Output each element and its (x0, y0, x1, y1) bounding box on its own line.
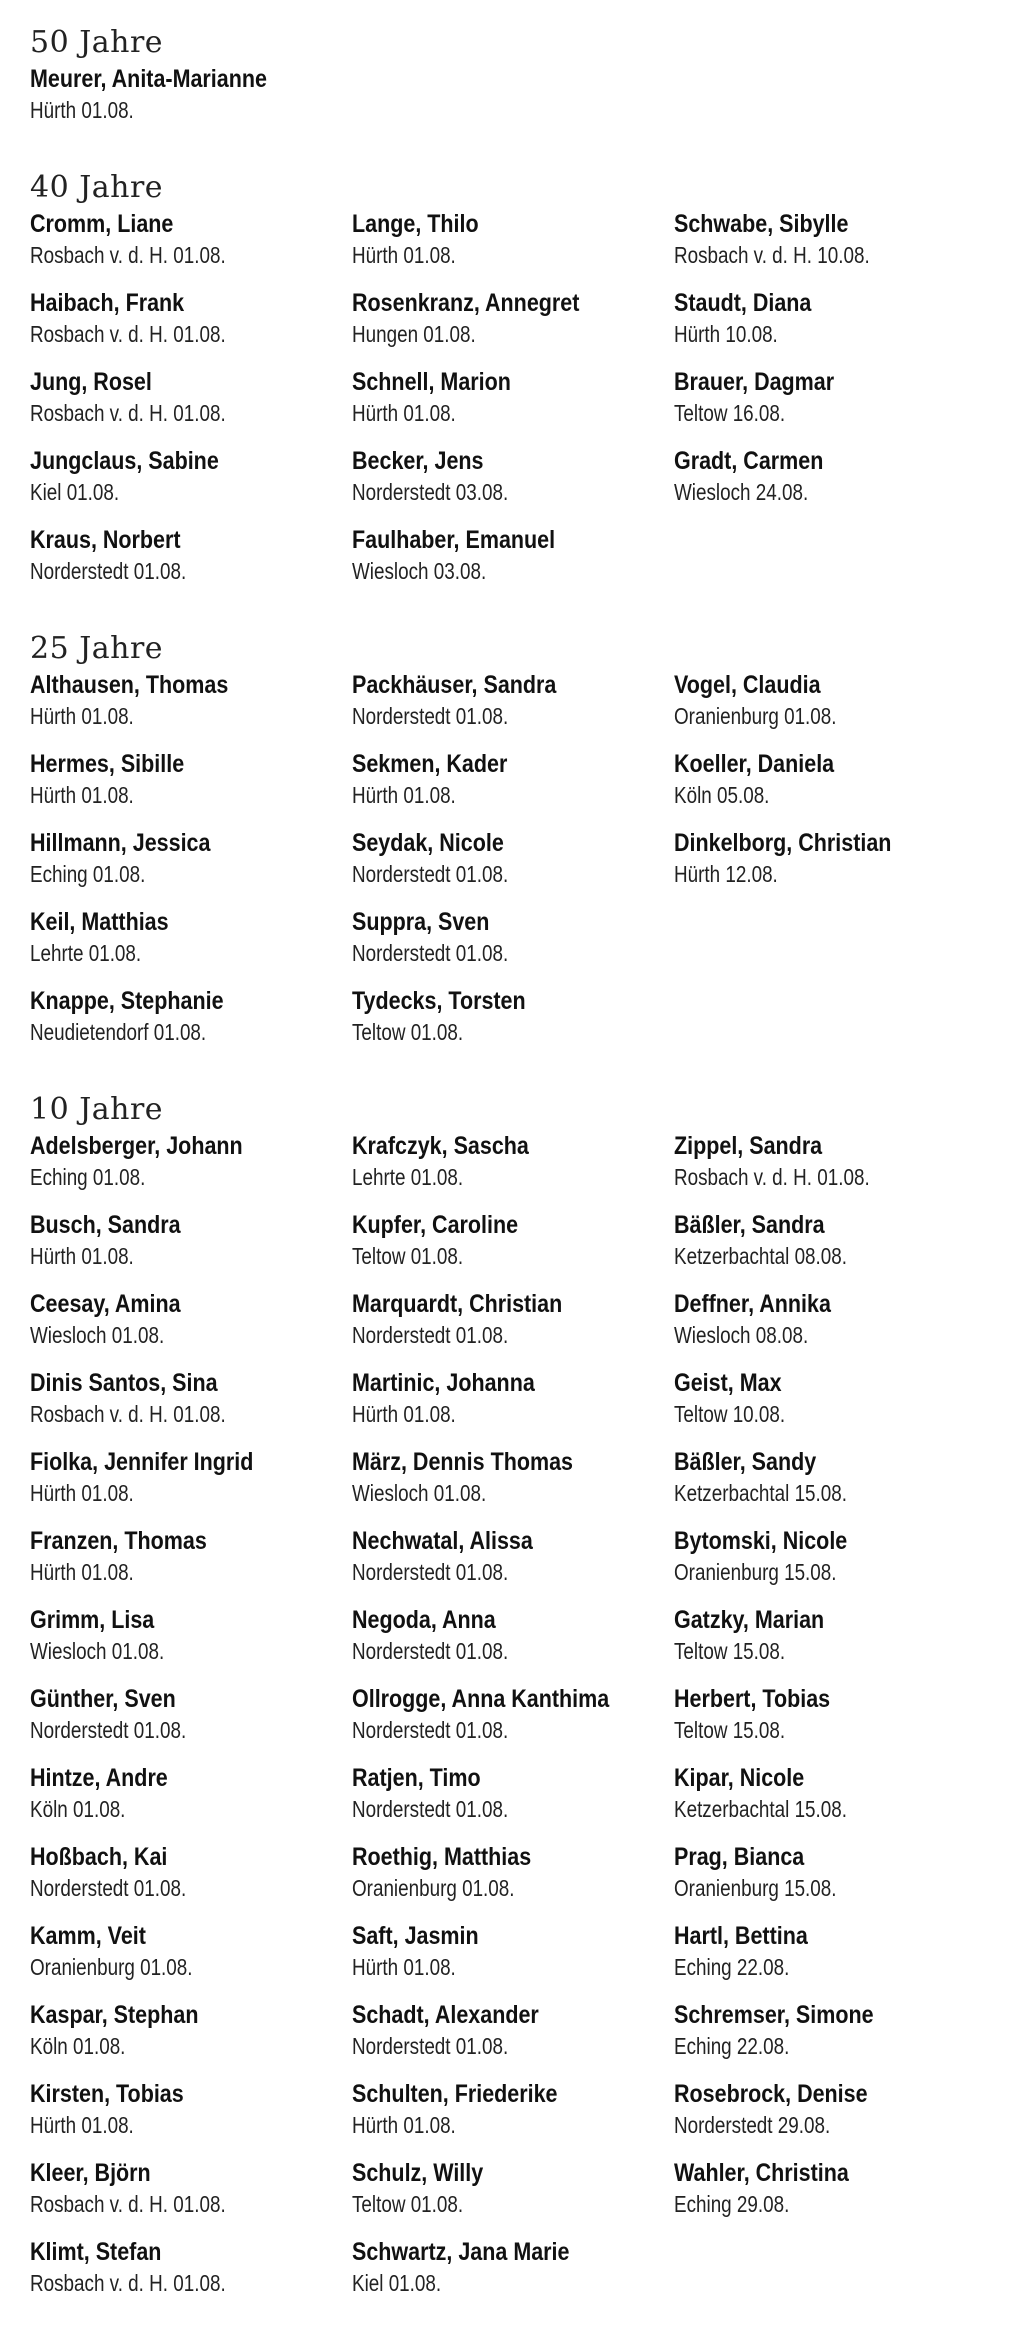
person-entry (30, 1526, 352, 1605)
section-heading: 10 Jahre (30, 1092, 164, 1127)
person-location-date: Norderstedt 01.08. (352, 861, 509, 887)
person-name: Haibach, Frank (30, 289, 185, 317)
person-location-date: Teltow 15.08. (674, 1717, 786, 1743)
person-location-date: Hürth 01.08. (30, 1480, 134, 1506)
person-name: Kaspar, Stephan (30, 2001, 199, 2029)
person-location-date: Köln 01.08. (30, 2033, 126, 2059)
person-location-date: Hürth 10.08. (674, 321, 778, 347)
person-location-date: Rosbach v. d. H. 01.08. (30, 1401, 226, 1427)
person-location-date: Hürth 01.08. (30, 1243, 134, 1269)
person-name: Roethig, Matthias (352, 1843, 532, 1871)
person-name: Bäßler, Sandy (674, 1448, 817, 1476)
person-name: Franzen, Thomas (30, 1527, 207, 1555)
person-location-date: Oranienburg 01.08. (674, 703, 837, 729)
person-location-date: Norderstedt 29.08. (674, 2112, 831, 2138)
person-location-date: Teltow 01.08. (352, 1243, 464, 1269)
person-entry (352, 525, 674, 604)
person-entry (352, 749, 674, 828)
person-location-date: Rosbach v. d. H. 01.08. (30, 321, 226, 347)
person-name: Gatzky, Marian (674, 1606, 825, 1634)
person-name: Ratjen, Timo (352, 1764, 481, 1792)
person-entry (352, 209, 674, 288)
anniversary-section (30, 22, 990, 143)
person-location-date: Wiesloch 03.08. (352, 558, 487, 584)
person-entry (674, 1447, 996, 1526)
entry-column (30, 1131, 352, 2316)
person-location-date: Teltow 15.08. (674, 1638, 786, 1664)
person-name: Rosebrock, Denise (674, 2080, 868, 2108)
person-entry (674, 367, 996, 446)
entry-columns (30, 1131, 990, 2316)
person-name: Saft, Jasmin (352, 1922, 479, 1950)
person-name: März, Dennis Thomas (352, 1448, 574, 1476)
person-location-date: Hürth 01.08. (352, 242, 456, 268)
entry-column (674, 1131, 996, 2316)
anniversary-section (30, 167, 990, 604)
person-name: Prag, Bianca (674, 1843, 805, 1871)
anniversary-section (30, 628, 990, 1065)
person-entry (352, 1921, 674, 2000)
person-entry (30, 367, 352, 446)
person-name: Kleer, Björn (30, 2159, 151, 2187)
person-location-date: Oranienburg 01.08. (30, 1954, 193, 1980)
person-entry (352, 288, 674, 367)
person-name: Knappe, Stephanie (30, 987, 224, 1015)
person-entry (30, 1210, 352, 1289)
person-location-date: Eching 22.08. (674, 1954, 790, 1980)
person-name: Packhäuser, Sandra (352, 671, 557, 699)
person-entry (674, 828, 996, 907)
person-name: Dinis Santos, Sina (30, 1369, 218, 1397)
person-entry (352, 1605, 674, 1684)
person-location-date: Norderstedt 01.08. (352, 2033, 509, 2059)
person-name: Fiolka, Jennifer Ingrid (30, 1448, 254, 1476)
person-entry (352, 2000, 674, 2079)
person-name: Seydak, Nicole (352, 829, 504, 857)
person-entry (352, 907, 674, 986)
person-name: Gradt, Carmen (674, 447, 824, 475)
section-heading: 50 Jahre (30, 25, 164, 60)
entry-columns (30, 670, 990, 1065)
person-location-date: Rosbach v. d. H. 01.08. (30, 400, 226, 426)
person-name: Cromm, Liane (30, 210, 174, 238)
person-name: Wahler, Christina (674, 2159, 849, 2187)
person-name: Klimt, Stefan (30, 2238, 162, 2266)
person-entry (674, 670, 996, 749)
person-entry (674, 1526, 996, 1605)
person-location-date: Hürth 01.08. (30, 2112, 134, 2138)
person-location-date: Kiel 01.08. (30, 479, 120, 505)
person-name: Tydecks, Torsten (352, 987, 526, 1015)
person-name: Kupfer, Caroline (352, 1211, 519, 1239)
person-location-date: Wiesloch 24.08. (674, 479, 809, 505)
person-location-date: Teltow 16.08. (674, 400, 786, 426)
person-location-date: Norderstedt 01.08. (30, 1875, 187, 1901)
person-location-date: Hürth 01.08. (30, 703, 134, 729)
person-location-date: Wiesloch 01.08. (352, 1480, 487, 1506)
person-name: Kirsten, Tobias (30, 2080, 184, 2108)
person-name: Ceesay, Amina (30, 1290, 181, 1318)
person-entry (352, 1210, 674, 1289)
person-location-date: Köln 05.08. (674, 782, 770, 808)
person-entry (30, 288, 352, 367)
person-entry (674, 1368, 996, 1447)
person-name: Vogel, Claudia (674, 671, 821, 699)
person-name: Suppra, Sven (352, 908, 490, 936)
person-name: Althausen, Thomas (30, 671, 229, 699)
person-entry (674, 749, 996, 828)
person-location-date: Lehrte 01.08. (30, 940, 142, 966)
person-location-date: Norderstedt 01.08. (352, 1796, 509, 1822)
person-entry (674, 1684, 996, 1763)
person-location-date: Rosbach v. d. H. 01.08. (30, 2191, 226, 2217)
person-name: Schulz, Willy (352, 2159, 484, 2187)
person-name: Deffner, Annika (674, 1290, 831, 1318)
person-location-date: Hürth 01.08. (352, 2112, 456, 2138)
person-location-date: Lehrte 01.08. (352, 1164, 464, 1190)
person-location-date: Teltow 10.08. (674, 1401, 786, 1427)
person-name: Hermes, Sibille (30, 750, 185, 778)
person-location-date: Hürth 12.08. (674, 861, 778, 887)
person-location-date: Wiesloch 01.08. (30, 1638, 165, 1664)
person-name: Dinkelborg, Christian (674, 829, 892, 857)
person-entry (30, 1763, 352, 1842)
person-location-date: Norderstedt 01.08. (30, 1717, 187, 1743)
person-entry (30, 1131, 352, 1210)
person-location-date: Wiesloch 08.08. (674, 1322, 809, 1348)
person-entry (674, 209, 996, 288)
person-entry (30, 525, 352, 604)
person-name: Geist, Max (674, 1369, 782, 1397)
entry-column (352, 1131, 674, 2316)
person-name: Rosenkranz, Annegret (352, 289, 580, 317)
person-location-date: Norderstedt 01.08. (352, 1559, 509, 1585)
entry-column (30, 64, 352, 143)
entry-column (674, 670, 996, 1065)
person-entry (30, 1368, 352, 1447)
person-location-date: Hürth 01.08. (30, 782, 134, 808)
person-location-date: Eching 01.08. (30, 1164, 146, 1190)
person-location-date: Norderstedt 01.08. (352, 1638, 509, 1664)
person-entry (30, 907, 352, 986)
person-name: Sekmen, Kader (352, 750, 508, 778)
person-location-date: Hürth 01.08. (352, 782, 456, 808)
person-entry (352, 828, 674, 907)
person-entry (674, 1605, 996, 1684)
person-name: Negoda, Anna (352, 1606, 496, 1634)
person-entry (352, 367, 674, 446)
person-name: Adelsberger, Johann (30, 1132, 243, 1160)
person-location-date: Hürth 01.08. (352, 1954, 456, 1980)
person-location-date: Norderstedt 03.08. (352, 479, 509, 505)
person-location-date: Oranienburg 15.08. (674, 1875, 837, 1901)
person-location-date: Norderstedt 01.08. (352, 1717, 509, 1743)
person-name: Jungclaus, Sabine (30, 447, 219, 475)
entry-column (674, 209, 996, 604)
person-entry (352, 2079, 674, 2158)
person-entry (30, 1921, 352, 2000)
person-location-date: Hürth 01.08. (30, 1559, 134, 1585)
person-name: Schadt, Alexander (352, 2001, 539, 2029)
person-name: Staudt, Diana (674, 289, 812, 317)
person-entry (352, 1763, 674, 1842)
person-location-date: Hungen 01.08. (352, 321, 476, 347)
person-entry (352, 1526, 674, 1605)
person-location-date: Ketzerbachtal 15.08. (674, 1480, 848, 1506)
person-name: Keil, Matthias (30, 908, 169, 936)
person-name: Jung, Rosel (30, 368, 152, 396)
person-location-date: Neudietendorf 01.08. (30, 1019, 207, 1045)
person-location-date: Ketzerbachtal 15.08. (674, 1796, 848, 1822)
person-entry (674, 1289, 996, 1368)
section-heading: 40 Jahre (30, 170, 164, 205)
person-location-date: Teltow 01.08. (352, 1019, 464, 1045)
person-entry (30, 670, 352, 749)
person-entry (30, 1605, 352, 1684)
person-entry (30, 2237, 352, 2316)
person-location-date: Hürth 01.08. (352, 400, 456, 426)
person-location-date: Oranienburg 01.08. (352, 1875, 515, 1901)
person-name: Brauer, Dagmar (674, 368, 835, 396)
person-entry (30, 446, 352, 525)
person-location-date: Teltow 01.08. (352, 2191, 464, 2217)
person-entry (30, 986, 352, 1065)
person-entry (674, 2158, 996, 2237)
person-location-date: Norderstedt 01.08. (30, 558, 187, 584)
person-location-date: Eching 01.08. (30, 861, 146, 887)
person-name: Herbert, Tobias (674, 1685, 831, 1713)
person-location-date: Oranienburg 15.08. (674, 1559, 837, 1585)
person-entry (352, 670, 674, 749)
entry-column (30, 209, 352, 604)
person-name: Meurer, Anita-Marianne (30, 65, 267, 93)
person-name: Hoßbach, Kai (30, 1843, 168, 1871)
person-entry (30, 1447, 352, 1526)
person-location-date: Eching 29.08. (674, 2191, 790, 2217)
person-name: Günther, Sven (30, 1685, 176, 1713)
person-name: Schnell, Marion (352, 368, 511, 396)
person-entry (674, 1921, 996, 2000)
person-location-date: Rosbach v. d. H. 01.08. (674, 1164, 870, 1190)
person-location-date: Köln 01.08. (30, 1796, 126, 1822)
person-entry (352, 986, 674, 1065)
person-name: Hartl, Bettina (674, 1922, 808, 1950)
person-entry (352, 1131, 674, 1210)
person-entry (30, 828, 352, 907)
person-entry (352, 446, 674, 525)
entry-column (352, 670, 674, 1065)
person-name: Kamm, Veit (30, 1922, 146, 1950)
anniversary-list (30, 22, 990, 2340)
person-entry (30, 1684, 352, 1763)
person-entry (30, 749, 352, 828)
person-name: Becker, Jens (352, 447, 484, 475)
person-name: Zippel, Sandra (674, 1132, 823, 1160)
person-name: Schremser, Simone (674, 2001, 874, 2029)
person-location-date: Rosbach v. d. H. 01.08. (30, 2270, 226, 2296)
person-entry (30, 2079, 352, 2158)
person-name: Ollrogge, Anna Kanthima (352, 1685, 610, 1713)
person-entry (352, 1684, 674, 1763)
person-entry (30, 2000, 352, 2079)
person-name: Nechwatal, Alissa (352, 1527, 533, 1555)
entry-columns (30, 64, 990, 143)
entry-column (352, 209, 674, 604)
person-name: Schulten, Friederike (352, 2080, 558, 2108)
person-name: Schwartz, Jana Marie (352, 2238, 570, 2266)
person-name: Hillmann, Jessica (30, 829, 211, 857)
person-entry (352, 2158, 674, 2237)
anniversary-section (30, 1089, 990, 2316)
person-entry (674, 1842, 996, 1921)
person-location-date: Norderstedt 01.08. (352, 1322, 509, 1348)
person-name: Martinic, Johanna (352, 1369, 535, 1397)
person-entry (30, 2158, 352, 2237)
person-entry (352, 1289, 674, 1368)
person-location-date: Eching 22.08. (674, 2033, 790, 2059)
person-location-date: Rosbach v. d. H. 10.08. (674, 242, 870, 268)
person-entry (674, 1131, 996, 1210)
person-entry (674, 446, 996, 525)
person-entry (674, 2000, 996, 2079)
person-entry (674, 1210, 996, 1289)
person-location-date: Rosbach v. d. H. 01.08. (30, 242, 226, 268)
person-location-date: Hürth 01.08. (30, 97, 134, 123)
person-name: Koeller, Daniela (674, 750, 835, 778)
person-name: Grimm, Lisa (30, 1606, 155, 1634)
person-name: Krafczyk, Sascha (352, 1132, 529, 1160)
person-location-date: Kiel 01.08. (352, 2270, 442, 2296)
person-name: Bytomski, Nicole (674, 1527, 848, 1555)
person-entry (30, 1289, 352, 1368)
person-entry (674, 1763, 996, 1842)
person-name: Schwabe, Sibylle (674, 210, 849, 238)
person-location-date: Norderstedt 01.08. (352, 703, 509, 729)
person-entry (674, 288, 996, 367)
person-location-date: Hürth 01.08. (352, 1401, 456, 1427)
person-entry (674, 2079, 996, 2158)
person-name: Kraus, Norbert (30, 526, 181, 554)
person-name: Hintze, Andre (30, 1764, 168, 1792)
person-entry (352, 1447, 674, 1526)
person-entry (30, 64, 352, 143)
person-location-date: Norderstedt 01.08. (352, 940, 509, 966)
entry-column (30, 670, 352, 1065)
person-name: Faulhaber, Emanuel (352, 526, 556, 554)
person-entry (352, 2237, 674, 2316)
entry-columns (30, 209, 990, 604)
person-name: Bäßler, Sandra (674, 1211, 825, 1239)
person-location-date: Ketzerbachtal 08.08. (674, 1243, 848, 1269)
person-name: Kipar, Nicole (674, 1764, 805, 1792)
section-heading: 25 Jahre (30, 631, 164, 666)
person-name: Busch, Sandra (30, 1211, 181, 1239)
person-name: Marquardt, Christian (352, 1290, 563, 1318)
person-entry (352, 1368, 674, 1447)
person-entry (352, 1842, 674, 1921)
person-entry (30, 209, 352, 288)
person-name: Lange, Thilo (352, 210, 479, 238)
person-entry (30, 1842, 352, 1921)
person-location-date: Wiesloch 01.08. (30, 1322, 165, 1348)
